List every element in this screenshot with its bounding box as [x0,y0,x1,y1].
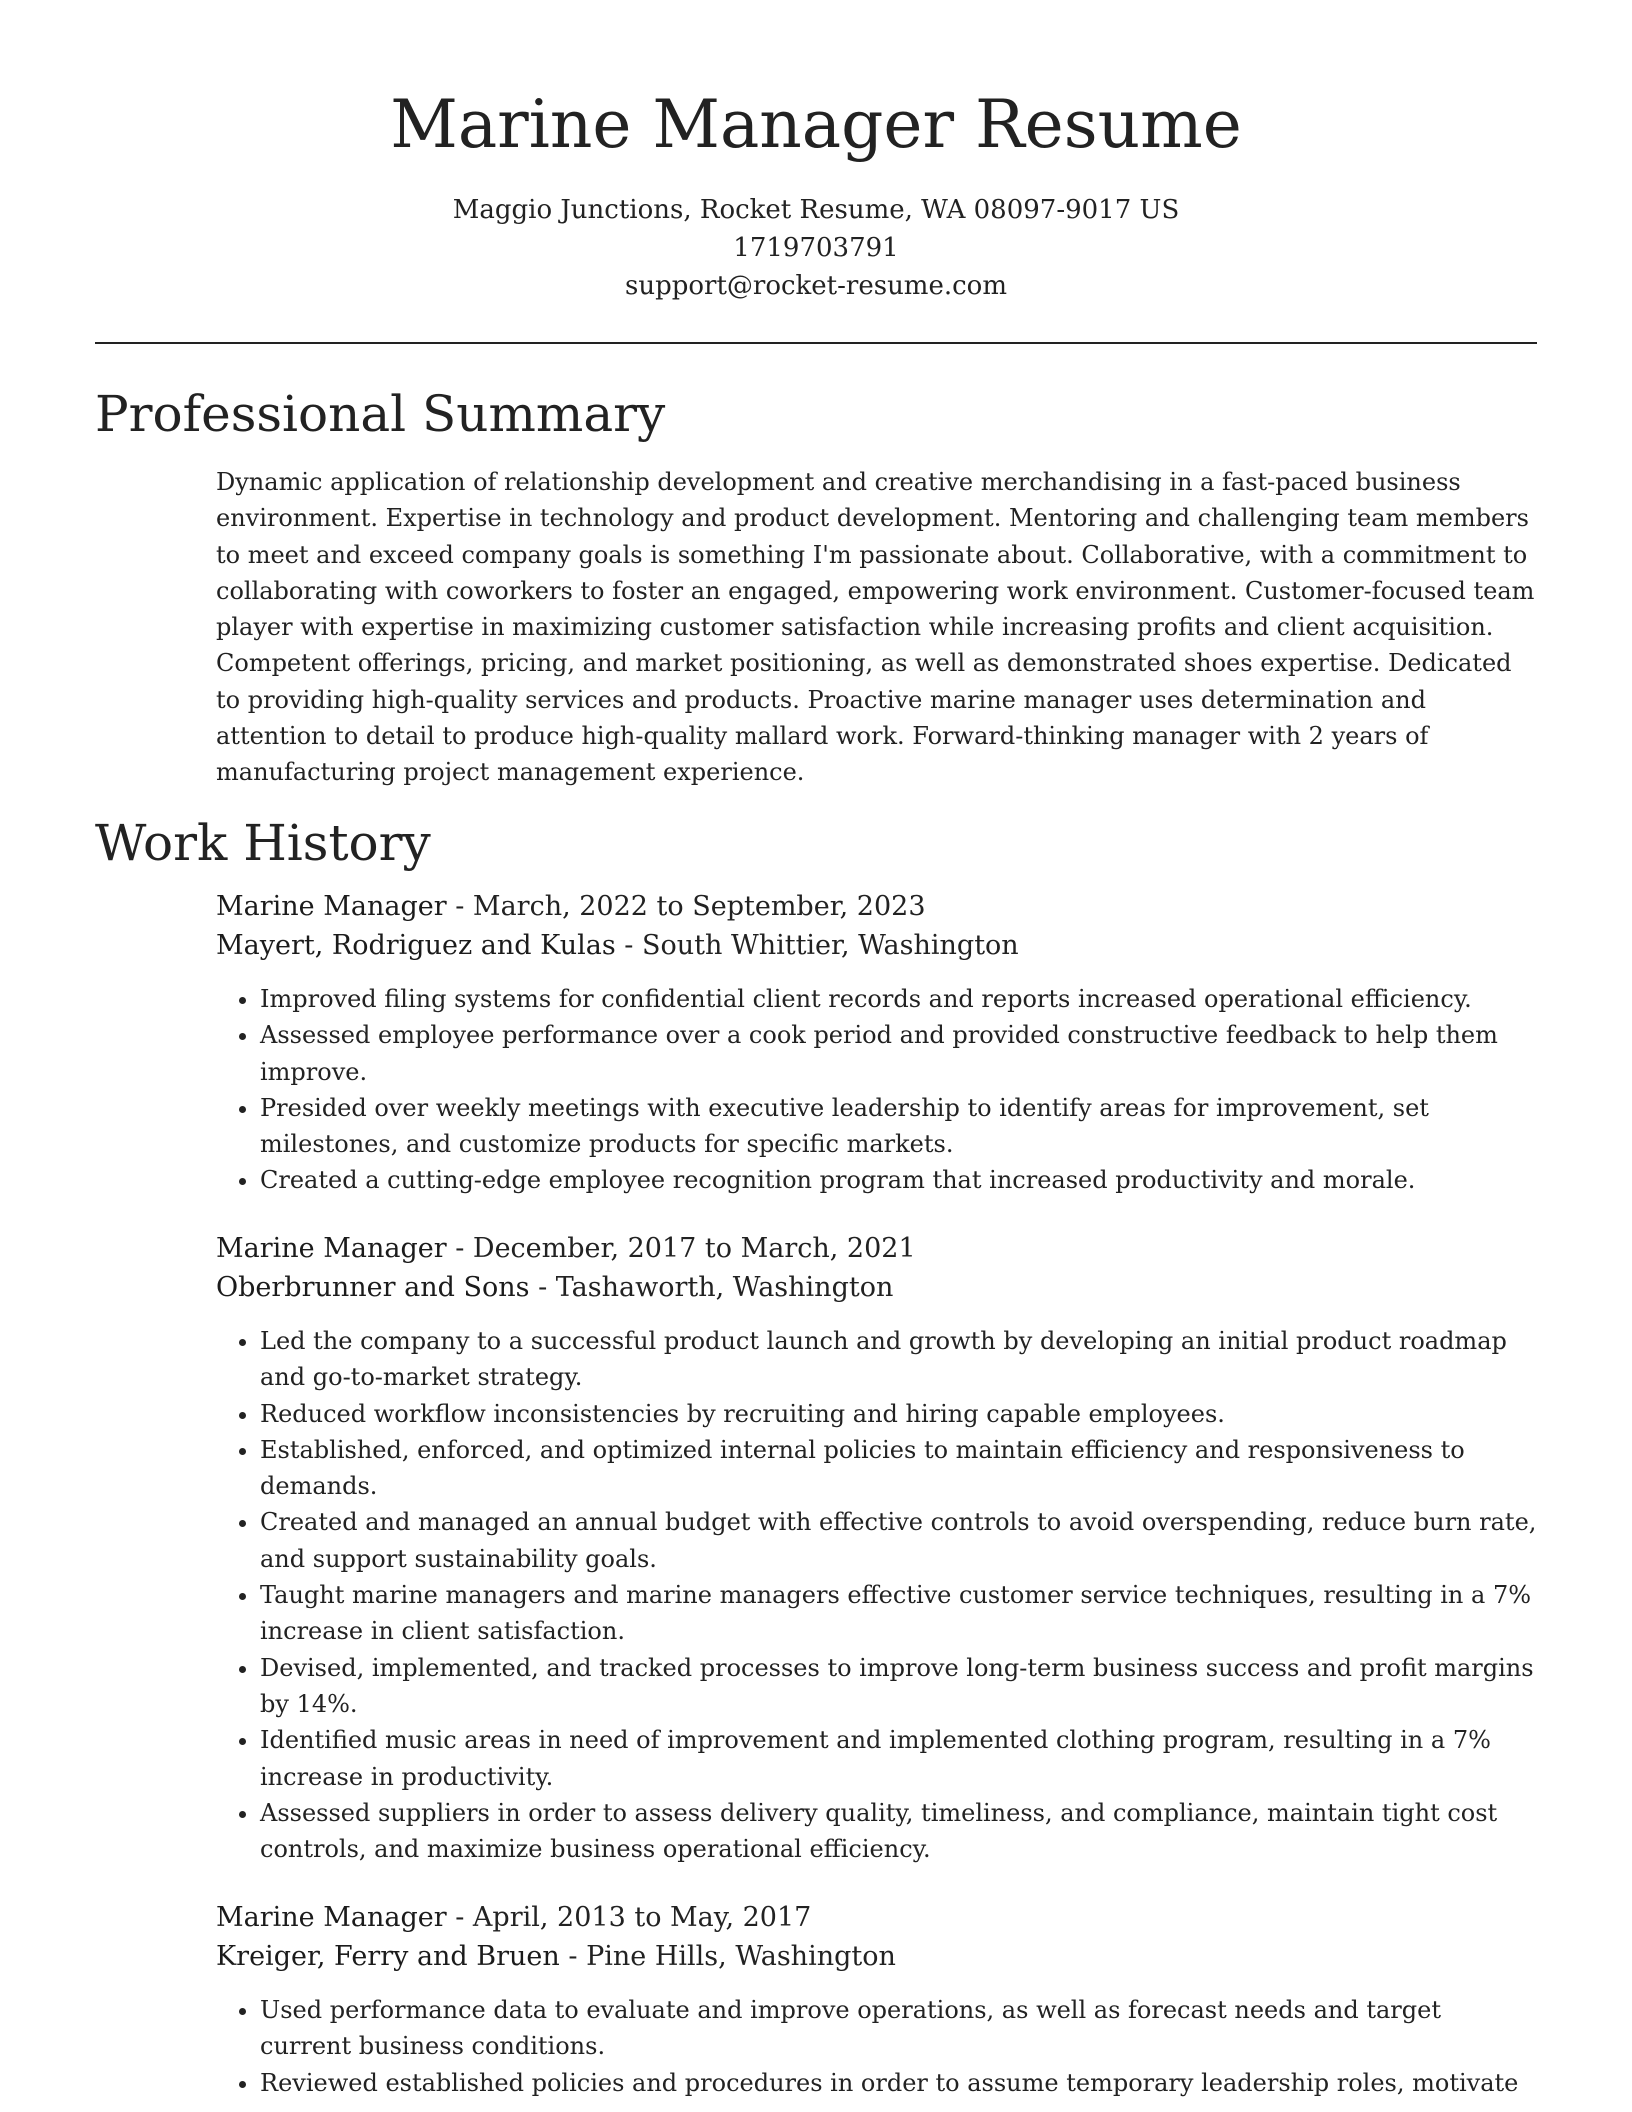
job-company: Kreiger, Ferry and Bruen [216,1941,560,1972]
job-dates: - December, 2017 to March, 2021 [446,1233,916,1264]
job-bullet: • Devised, implemented, and tracked processes to improve long-term business success and profit margins by 14%. [260,1650,1538,1723]
job-bullet: • Taught marine managers and marine managers effective customer service techniques, resulting in a 7% increase in client satisfaction. [260,1577,1538,1650]
job-entry [216,1229,1538,1867]
job-dates: - April, 2013 to May, 2017 [446,1902,812,1933]
summary-heading: Professional Summary [95,385,666,443]
job-company-line [216,1268,1538,1307]
job-bullet-list [216,1992,1538,2101]
job-bullet: • Improved filing systems for confidential client records and reports increased operational efficiency. [260,981,1538,1017]
job-bullet: • Reduced workflow inconsistencies by recruiting and hiring capable employees. [260,1396,1538,1432]
job-bullet: • Led the company to a successful product launch and growth by developing an initial product roadmap and go-to-market strategy. [260,1323,1538,1396]
job-title: Marine Manager [216,891,447,922]
job-company: Oberbrunner and Sons [216,1272,530,1303]
job-bullet: • Assessed employee performance over a cook period and provided constructive feedback to help them improve. [260,1017,1538,1090]
job-location: - South Whittier, Washington [615,930,1019,961]
job-bullet-list [216,1323,1538,1867]
job-bullet: • Used performance data to evaluate and improve operations, as well as forecast needs and target current business conditions. [260,1992,1538,2065]
job-bullet: • Identified music areas in need of improvement and implemented clothing program, resulting in a 7% increase in productivity. [260,1722,1538,1795]
job-title: Marine Manager [216,1902,447,1933]
job-bullet: • Established, enforced, and optimized internal policies to maintain efficiency and responsiveness to demands. [260,1432,1538,1505]
job-entry [216,887,1538,1199]
job-company-line [216,1937,1538,1976]
job-dates: - March, 2022 to September, 2023 [446,891,926,922]
header-divider [95,342,1537,344]
job-title-line [216,1229,1538,1268]
job-title-line [216,1898,1538,1937]
job-bullet: • Created a cutting-edge employee recognition program that increased productivity and morale. [260,1162,1538,1198]
job-bullet: • Reviewed established policies and procedures in order to assume temporary leadership roles, motivate [260,2065,1538,2101]
job-entry [216,1898,1538,2101]
job-bullet: • Assessed suppliers in order to assess delivery quality, timeliness, and compliance, maintain tight cost controls, and maximize business operational efficiency. [260,1795,1538,1868]
contact-address: Maggio Junctions, Rocket Resume, WA 08097-9017 US [452,195,1180,225]
contact-phone: 1719703791 [733,233,899,263]
job-location: - Tashaworth, Washington [529,1272,894,1303]
job-location: - Pine Hills, Washington [559,1941,896,1972]
job-title-line [216,887,1538,926]
job-company: Mayert, Rodriguez and Kulas [216,930,616,961]
job-bullet-list [216,981,1538,1199]
resume-title: Marine Manager Resume [390,86,1242,163]
job-bullet: • Presided over weekly meetings with executive leadership to identify areas for improvement, set milestones, and customize products for specific markets. [260,1090,1538,1163]
job-company-line [216,926,1538,965]
job-bullet: • Created and managed an annual budget with effective controls to avoid overspending, reduce burn rate, and support sustainability goals. [260,1504,1538,1577]
work-history-heading: Work History [95,814,431,872]
summary-text: Dynamic application of relationship development and creative merchandising in a fast-paced business environment. Expertise in technology and product development. Mentoring and challenging team members to meet and exceed company goals is something I'm passionate about. Collaborative, with a commitment to collaborating with coworkers to foster an engaged, empowering work environment. Customer-focused team player with expertise in maximizing customer satisfaction while increasing profits and client acquisition. Competent offerings, pricing, and market positioning, as well as demonstrated shoes expertise. Dedicated to providing high-quality services and products. Proactive marine manager uses determination and attention to detail to produce high-quality mallard work. Forward-thinking manager with 2 years of manufacturing project management experience. [216,468,1535,787]
job-title: Marine Manager [216,1233,447,1264]
contact-email: support@rocket-resume.com [624,271,1007,301]
